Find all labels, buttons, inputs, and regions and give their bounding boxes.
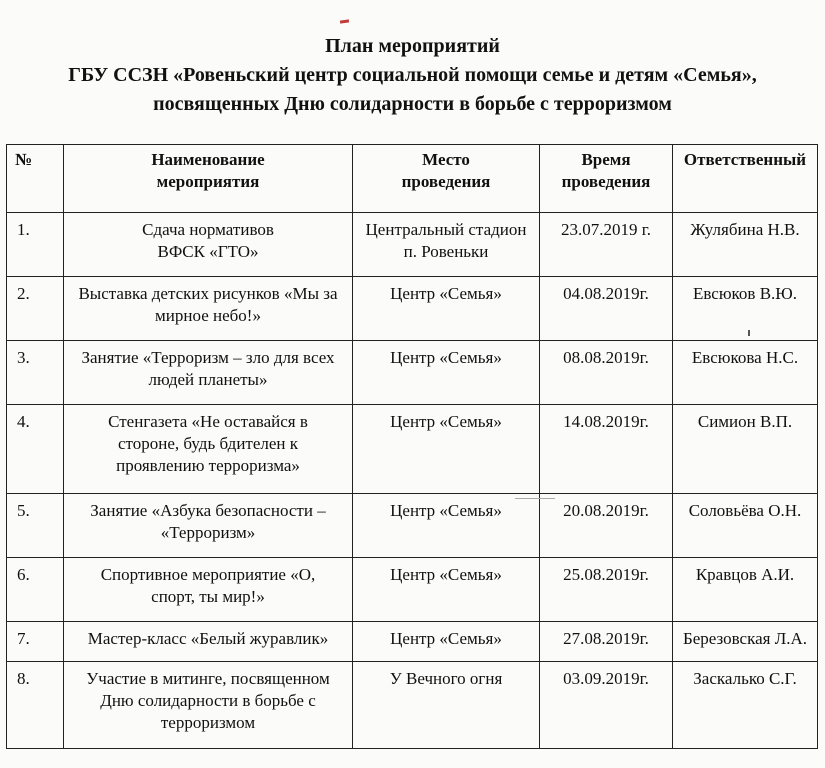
row-responsible: Жулябина Н.В. — [673, 213, 818, 277]
row-place: Центр «Семья» — [353, 405, 540, 494]
scan-speck — [515, 498, 555, 499]
row-event-name: Занятие «Азбука безопасности – «Терроризм» — [64, 494, 353, 558]
row-date: 14.08.2019г. — [540, 405, 673, 494]
row-responsible: Соловьёва О.Н. — [673, 494, 818, 558]
scan-speck — [748, 330, 750, 336]
row-event-name: Мастер-класс «Белый журавлик» — [64, 622, 353, 662]
row-number: 4. — [7, 405, 64, 494]
row-place: У Вечного огня — [353, 662, 540, 749]
header-number: № — [7, 145, 64, 213]
row-event-name: Стенгазета «Не оставайся в стороне, будь бдителен к проявлению терроризма» — [64, 405, 353, 494]
table-row — [7, 494, 818, 558]
row-event-name: Участие в митинге, посвященном Дню солидарности в борьбе с терроризмом — [64, 662, 353, 749]
events-table — [6, 144, 818, 749]
red-ink-mark — [340, 19, 349, 23]
row-responsible: Березовская Л.А. — [673, 622, 818, 662]
row-place: Центр «Семья» — [353, 341, 540, 405]
row-place: Центральный стадион п. Ровеньки — [353, 213, 540, 277]
row-number: 6. — [7, 558, 64, 622]
row-number: 2. — [7, 277, 64, 341]
row-date: 20.08.2019г. — [540, 494, 673, 558]
table-row — [7, 213, 818, 277]
row-event-name: Выставка детских рисунков «Мы за мирное небо!» — [64, 277, 353, 341]
row-place: Центр «Семья» — [353, 622, 540, 662]
row-date: 08.08.2019г. — [540, 341, 673, 405]
table-row — [7, 405, 818, 494]
row-place: Центр «Семья» — [353, 277, 540, 341]
row-date: 25.08.2019г. — [540, 558, 673, 622]
row-responsible: Евсюкова Н.С. — [673, 341, 818, 405]
table-row — [7, 558, 818, 622]
row-number: 5. — [7, 494, 64, 558]
row-number: 3. — [7, 341, 64, 405]
header-event-name: Наименование мероприятия — [64, 145, 353, 213]
row-date: 03.09.2019г. — [540, 662, 673, 749]
table-row — [7, 341, 818, 405]
header-time: Время проведения — [540, 145, 673, 213]
header-place: Место проведения — [353, 145, 540, 213]
row-event-name: Спортивное мероприятие «О, спорт, ты мир!» — [64, 558, 353, 622]
row-responsible: Евсюков В.Ю. — [673, 277, 818, 341]
row-responsible: Симион В.П. — [673, 405, 818, 494]
title-line-3: посвященных Дню солидарности в борьбе с терроризмом — [153, 93, 672, 115]
table-row — [7, 277, 818, 341]
row-date: 04.08.2019г. — [540, 277, 673, 341]
document-title — [0, 32, 825, 119]
title-line-1: План мероприятий — [325, 35, 500, 57]
table-row — [7, 662, 818, 749]
row-responsible: Заскалько С.Г. — [673, 662, 818, 749]
row-number: 1. — [7, 213, 64, 277]
row-number: 7. — [7, 622, 64, 662]
row-event-name: Сдача нормативов ВФСК «ГТО» — [64, 213, 353, 277]
table-row — [7, 622, 818, 662]
row-place: Центр «Семья» — [353, 558, 540, 622]
header-responsible: Ответственный — [673, 145, 818, 213]
row-date: 27.08.2019г. — [540, 622, 673, 662]
row-event-name: Занятие «Терроризм – зло для всех людей планеты» — [64, 341, 353, 405]
title-line-2: ГБУ ССЗН «Ровеньский центр социальной помощи семье и детям «Семья», — [68, 64, 757, 86]
row-responsible: Кравцов А.И. — [673, 558, 818, 622]
row-date: 23.07.2019 г. — [540, 213, 673, 277]
row-place: Центр «Семья» — [353, 494, 540, 558]
row-number: 8. — [7, 662, 64, 749]
table-header-row — [7, 145, 818, 213]
